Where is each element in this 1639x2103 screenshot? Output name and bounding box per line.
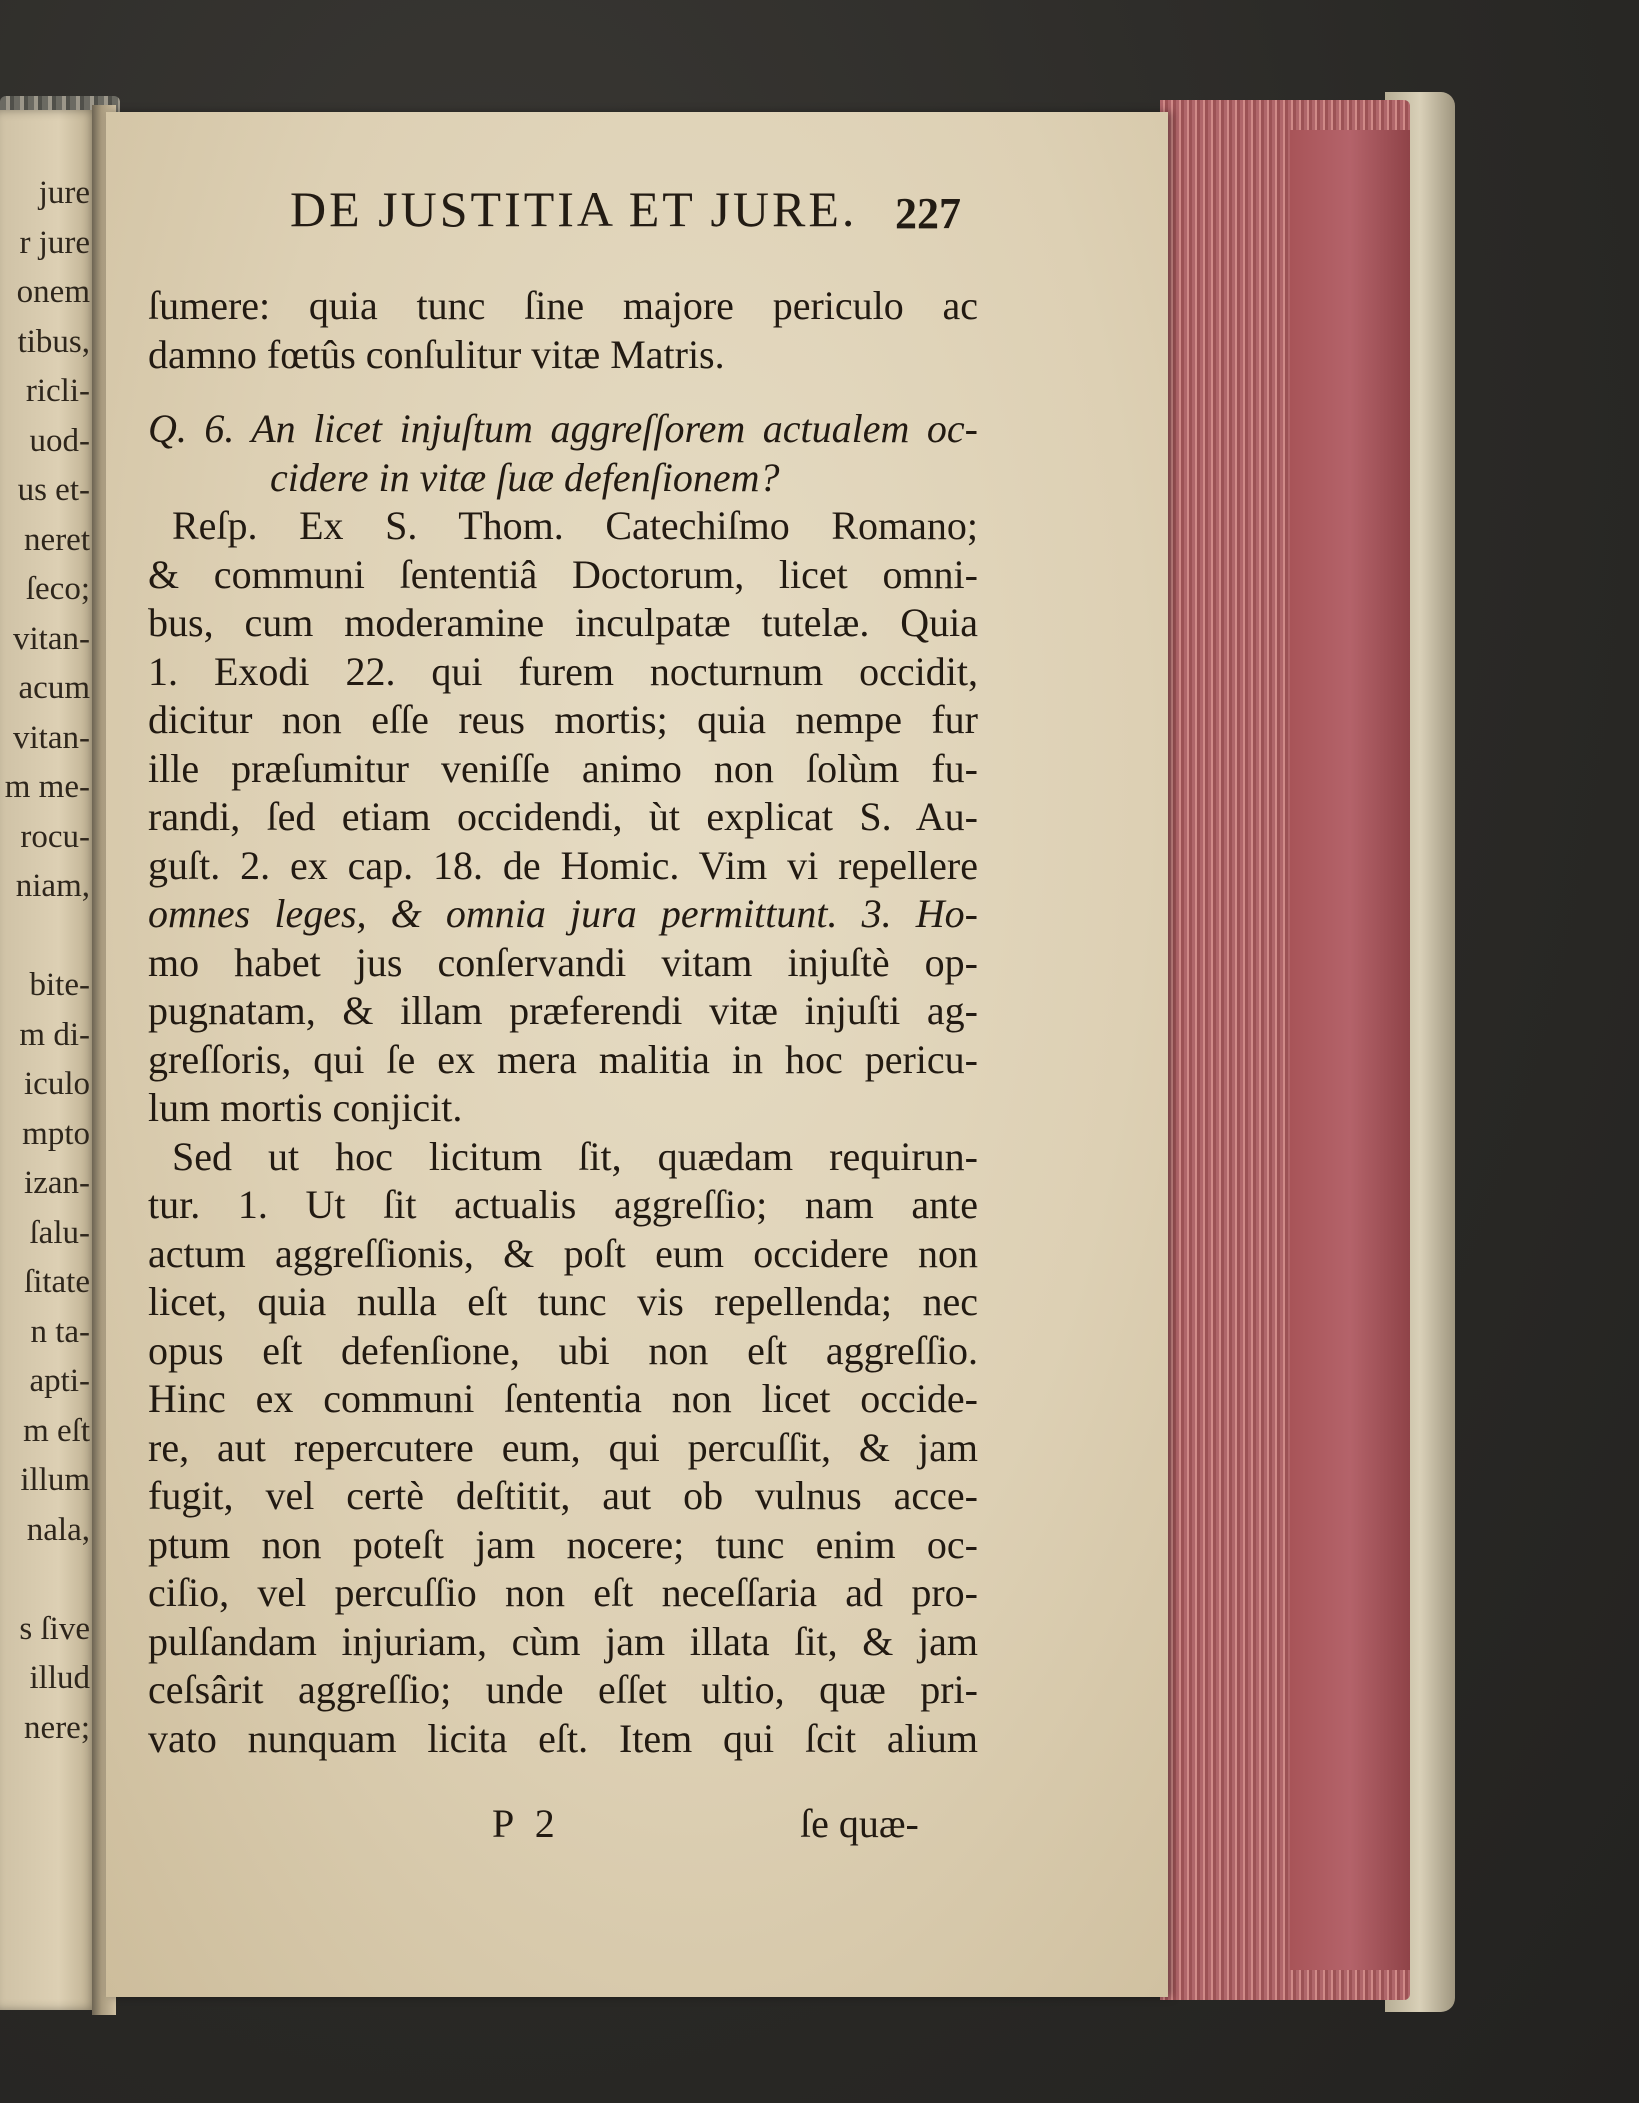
left-facing-page	[0, 110, 98, 2010]
left-page-line-fragment: s ſive	[19, 1610, 90, 1647]
text-line: guſt. 2. ex cap. 18. de Homic. Vim vi repellere	[148, 842, 978, 888]
text-line: Hinc ex communi ſententia non licet occide-	[148, 1376, 978, 1421]
text-line: randi, ſed etiam occidendi, ùt explicat S. Au-	[148, 794, 978, 839]
text-line: re, aut repercutere eum, qui percuſſit, & jam	[148, 1424, 978, 1470]
text-line: omnes leges, & omnia jura permittunt. 3. Ho-	[148, 891, 978, 936]
left-page-line-fragment: onem	[16, 274, 90, 310]
text-line: bus, cum moderamine inculpatæ tutelæ. Quia	[148, 600, 978, 645]
text-line: vato nunquam licita eſt. Item qui ſcit alium	[148, 1715, 978, 1761]
text-line: ciſio, vel percuſſio non eſt neceſſaria ad pro-	[148, 1570, 978, 1615]
text-line: actum aggreſſionis, & poſt eum occidere non	[148, 1230, 978, 1276]
left-page-line-fragment: vitan-	[13, 620, 90, 657]
left-page-line-fragment: vitan-	[13, 719, 90, 756]
left-page-line-fragment: acum	[18, 670, 90, 706]
signature-mark: P 2	[492, 1801, 561, 1846]
text-line: damno fœtûs conſulitur vitæ Matris.	[148, 331, 725, 377]
text-line: 1. Exodi 22. qui furem nocturnum occidit,	[148, 648, 978, 694]
text-line: Reſp. Ex S. Thom. Catechiſmo Romano;	[172, 503, 978, 548]
left-page-line-fragment: tibus,	[17, 323, 90, 360]
left-page-line-fragment: illud	[29, 1660, 90, 1696]
red-stained-edge	[1290, 130, 1410, 1970]
left-page-line-fragment: m eſt	[23, 1412, 90, 1449]
left-page-line-fragment: bite-	[29, 967, 90, 1003]
catchword: ſe quæ-	[800, 1801, 919, 1846]
text-line: pugnatam, & illam præferendi vitæ injuſti ag-	[148, 988, 978, 1033]
running-head: DE JUSTITIA ET JURE.	[290, 181, 858, 237]
text-line: ptum non poteſt jam nocere; tunc enim oc-	[148, 1521, 978, 1567]
left-page-line-fragment: r jure	[19, 224, 90, 261]
text-line: licet, quia nulla eſt tunc vis repellenda; nec	[148, 1279, 978, 1324]
paragraph-gap	[148, 379, 978, 405]
left-page-line-fragment: us et-	[17, 472, 90, 508]
left-page-line-fragment: nala,	[26, 1511, 90, 1548]
body-text	[148, 282, 978, 1763]
text-line: tur. 1. Ut ſit actualis aggreſſio; nam ante	[148, 1182, 978, 1227]
text-line: lum mortis conjicit.	[148, 1085, 463, 1130]
text-line: & communi ſententiâ Doctorum, licet omni-	[148, 551, 978, 597]
text-line: ſumere: quia tunc ſine majore periculo ac	[148, 283, 978, 328]
left-page-line-fragment: nere;	[24, 1709, 90, 1746]
left-page-line-fragment: m me-	[4, 769, 90, 805]
left-page-line-fragment: illum	[20, 1462, 90, 1498]
text-line: Q. 6. An licet injuſtum aggreſſorem actualem oc-	[148, 406, 978, 451]
left-page-line-fragment: ricli-	[25, 373, 90, 409]
left-page-line-fragment: jure	[38, 175, 90, 211]
left-page-line-fragment: neret	[24, 521, 90, 558]
page-number: 227	[895, 189, 961, 238]
left-page-line-fragment: ſeco;	[25, 571, 90, 607]
text-line: Sed ut hoc licitum ſit, quædam requirun-	[172, 1133, 978, 1179]
text-line: ceſsârit aggreſſio; unde eſſet ultio, quæ pri-	[148, 1667, 978, 1712]
text-line: pulſandam injuriam, cùm jam illata ſit, & jam	[148, 1618, 978, 1664]
left-page-line-fragment: izan-	[24, 1165, 90, 1201]
left-page-line-fragment: niam,	[15, 868, 90, 904]
text-line: opus eſt defenſione, ubi non eſt aggreſſio.	[148, 1327, 978, 1373]
left-page-line-fragment: n ta-	[30, 1313, 90, 1350]
left-page-line-fragment: ſalu-	[29, 1214, 90, 1251]
text-line: mo habet jus conſervandi vitam injuſtè op-	[148, 939, 978, 985]
left-page-line-fragment: iculo	[24, 1066, 90, 1102]
left-page-line-fragment: apti-	[29, 1363, 90, 1399]
text-line: cidere in vitæ ſuæ defenſionem?	[270, 454, 780, 500]
text-line: dicitur non eſſe reus mortis; quia nempe fur	[148, 697, 978, 742]
text-line: greſſoris, qui ſe ex mera malitia in hoc pericu-	[148, 1036, 978, 1082]
text-line: ille præſumitur veniſſe animo non ſolùm fu-	[148, 745, 978, 791]
left-page-line-fragment: mpto	[22, 1115, 90, 1152]
left-page-line-fragment: uod-	[29, 422, 90, 459]
left-page-line-fragment: rocu-	[20, 818, 90, 855]
left-page-line-fragment: ſitate	[24, 1264, 90, 1300]
left-page-line-fragment: m di-	[19, 1016, 90, 1053]
text-line: fugit, vel certè deſtitit, aut ob vulnus acce-	[148, 1473, 978, 1518]
